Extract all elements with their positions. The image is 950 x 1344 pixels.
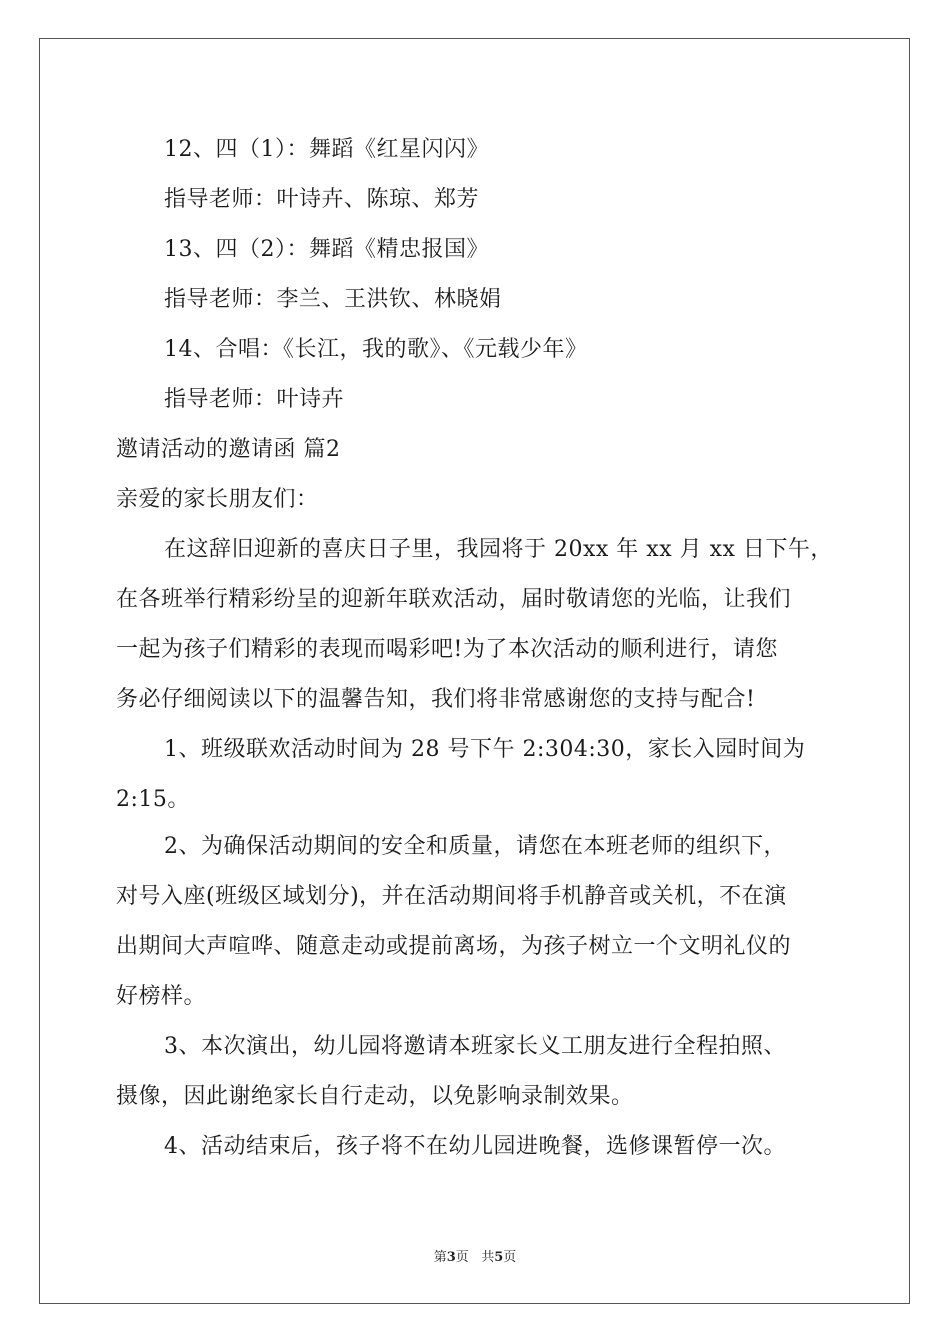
paragraph-line: 4、活动结束后，孩子将不在幼儿园进晚餐，选修课暂停一次。 — [164, 1134, 786, 1159]
page-suffix: 页 — [455, 1250, 469, 1265]
program-line: 12、四（1）：舞蹈《红星闪闪》 — [164, 137, 489, 162]
paragraph-line: 出期间大声喧哗、随意走动或提前离场，为孩子树立一个文明礼仪的 — [116, 934, 792, 959]
paragraph-line: 2、为确保活动期间的安全和质量，请您在本班老师的组织下， — [164, 834, 786, 859]
paragraph-line: 2:15。 — [116, 787, 190, 812]
page-footer — [0, 1250, 950, 1266]
paragraph-line: 在各班举行精彩纷呈的迎新年联欢活动，届时敬请您的光临，让我们 — [116, 587, 792, 612]
program-line: 指导老师：叶诗卉、陈琼、郑芳 — [164, 187, 480, 212]
page-total: 5 — [494, 1250, 504, 1265]
section-heading: 邀请活动的邀请函 篇2 — [116, 437, 341, 462]
salutation: 亲爱的家长朋友们： — [116, 487, 319, 512]
program-line: 13、四（2）：舞蹈《精忠报国》 — [164, 237, 489, 262]
page-current: 3 — [446, 1250, 456, 1265]
paragraph-line: 在这辞旧迎新的喜庆日子里，我园将于 20xx 年 xx 月 xx 日下午， — [164, 537, 833, 562]
paragraph-line: 摄像，因此谢绝家长自行走动，以免影响录制效果。 — [116, 1084, 634, 1109]
page-border — [39, 38, 910, 1304]
program-line: 指导老师：叶诗卉 — [164, 387, 345, 412]
paragraph-line: 务必仔细阅读以下的温馨告知，我们将非常感谢您的支持与配合! — [116, 687, 756, 712]
paragraph-line: 1、班级联欢活动时间为 28 号下午 2:304:30，家长入园时间为 — [164, 737, 806, 762]
program-line: 14、合唱：《长江，我的歌》、《元载少年》 — [164, 337, 588, 362]
total-prefix: 共 — [481, 1250, 495, 1265]
paragraph-line: 对号入座(班级区域划分)，并在活动期间将手机静音或关机，不在演 — [116, 884, 787, 909]
page-prefix: 第 — [433, 1250, 447, 1265]
total-suffix: 页 — [503, 1250, 517, 1265]
paragraph-line: 好榜样。 — [116, 984, 207, 1009]
paragraph-line: 一起为孩子们精彩的表现而喝彩吧!为了本次活动的顺利进行，请您 — [116, 637, 778, 662]
paragraph-line: 3、本次演出，幼儿园将邀请本班家长义工朋友进行全程拍照、 — [164, 1034, 786, 1059]
program-line: 指导老师：李兰、王洪钦、林晓娟 — [164, 287, 502, 312]
